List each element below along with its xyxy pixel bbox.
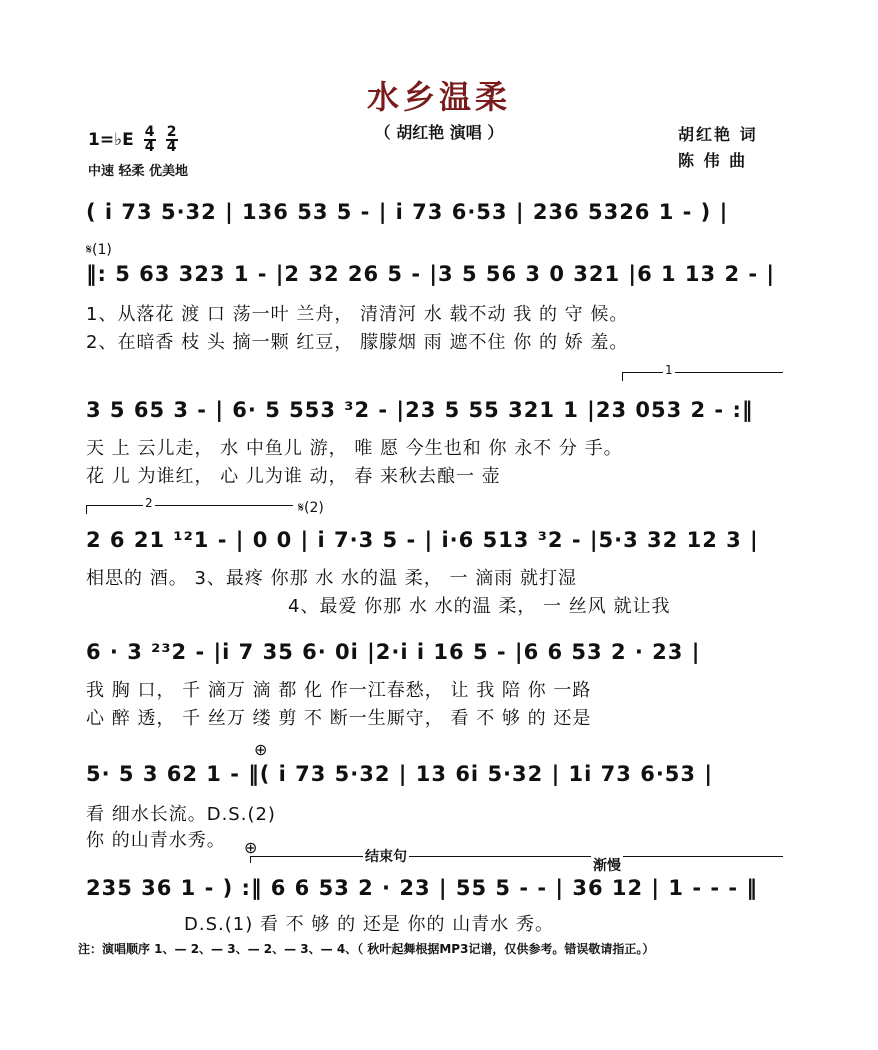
notation-row-6: 5· 5 3 62 1 - ‖( i 73 5·32 | 13 6i 5·32 | 1i 73 6·53 | <box>86 762 713 786</box>
notation-row-1: ( i 73 5·32 | 136 53 5 - | i 73 6·53 | 236 5326 1 - ) | <box>86 200 729 224</box>
lyrics-row-7-verse-1: D.S.(1) 看 不 够 的 还是 你的 山青水 秀。 <box>184 914 554 935</box>
lyrics-row-5-verse-2: 心 醉 透， 千 丝万 缕 剪 不 断一生厮守， 看 不 够 的 还是 <box>86 708 592 729</box>
volta-bracket-1 <box>622 363 783 381</box>
composer-credit: 陈 伟 曲 <box>678 151 748 170</box>
notation-row-7: 235 36 1 - ) :‖ 6 6 53 2 · 23 | 55 5 - - | 36 12 | 1 - - - ‖ <box>86 876 758 900</box>
lyrics-row-2-verse-2: 2、在暗香 枝 头 摘一颗 红豆， 朦朦烟 雨 遮不住 你 的 娇 羞。 <box>86 332 629 353</box>
segno-mark-1: 𝄋(1) <box>86 242 112 258</box>
volta-label-1: 1 <box>665 363 673 377</box>
ritardando-label: 渐慢 <box>591 855 623 875</box>
notation-row-2: ‖: 5 63 323 1 - |2 32 26 5 - |3 5 56 3 0 321 |6 1 13 2 - | <box>86 262 776 286</box>
lyrics-row-6-verse-1: 看 细水长流。D.S.(2) <box>86 804 276 825</box>
notation-row-5: 6 · 3 ²³2 - |i 7 35 6· 0i |2·i i 16 5 - |6 6 53 2 · 23 | <box>86 640 701 664</box>
time-top: 2 <box>166 124 177 140</box>
notation-row-3: 3 5 65 3 - | 6· 5 553 ³2 - |23 5 55 321 1 |23 053 2 - :‖ <box>86 398 754 422</box>
lyrics-row-5-verse-1: 我 胸 口， 千 滴万 滴 都 化 作一江春愁， 让 我 陪 你 一路 <box>86 680 592 701</box>
lyrics-row-3-verse-1: 天 上 云儿走， 水 中鱼儿 游， 唯 愿 今生也和 你 永不 分 手。 <box>86 438 623 459</box>
time-bottom: 4 <box>166 139 177 155</box>
ending-label: 结束句 <box>363 846 409 866</box>
time-bottom: 4 <box>144 139 155 155</box>
notation-row-4: 2 6 21 ¹²1 - | 0 0 | i 7·3 5 - | i·6 513 ³2 - |5·3 32 12 3 | <box>86 528 759 552</box>
coda-mark-2: ⊕ <box>244 838 258 857</box>
page-title: 水乡温柔 <box>366 78 511 116</box>
lyrics-row-2-verse-1: 1、从落花 渡 口 荡一叶 兰舟， 清清河 水 载不动 我 的 守 候。 <box>86 304 629 325</box>
lyrics-row-6-verse-2: 你 的山青水秀。 <box>86 830 226 851</box>
lyrics-row-3-verse-2: 花 儿 为谁红， 心 儿为谁 动， 春 来秋去酿一 壶 <box>86 466 501 487</box>
time-top: 4 <box>144 124 155 140</box>
key-signature <box>88 126 178 154</box>
tempo-marking: 中速 轻柔 优美地 <box>88 164 189 179</box>
ending-bracket <box>250 849 783 874</box>
key-label: 1=♭E <box>88 130 134 150</box>
segno-mark-2: 𝄋(2) <box>298 500 324 516</box>
performance-note: 注：演唱顺序 1、— 2、— 3、— 2、— 3、— 4、（ 秋叶起舞根据MP3记谱，仅供参考。错误敬请指正。） <box>78 942 655 956</box>
volta-bracket-2 <box>86 496 293 514</box>
time-signature-1 <box>144 126 156 154</box>
lyricist-credit: 胡红艳 词 <box>678 125 758 144</box>
coda-mark-1: ⊕ <box>254 740 268 759</box>
time-signature-2 <box>166 126 178 154</box>
lyrics-row-4-verse-2: 4、最爱 你那 水 水的温 柔， 一 丝风 就让我 <box>288 596 671 617</box>
singer-credit: （ 胡红艳 演唱 ） <box>374 123 504 142</box>
score-sheet <box>38 38 844 1013</box>
lyrics-row-4-verse-1: 相思的 酒。 3、最疼 你那 水 水的温 柔， 一 滴雨 就打湿 <box>86 568 577 589</box>
volta-label-2: 2 <box>145 496 153 510</box>
